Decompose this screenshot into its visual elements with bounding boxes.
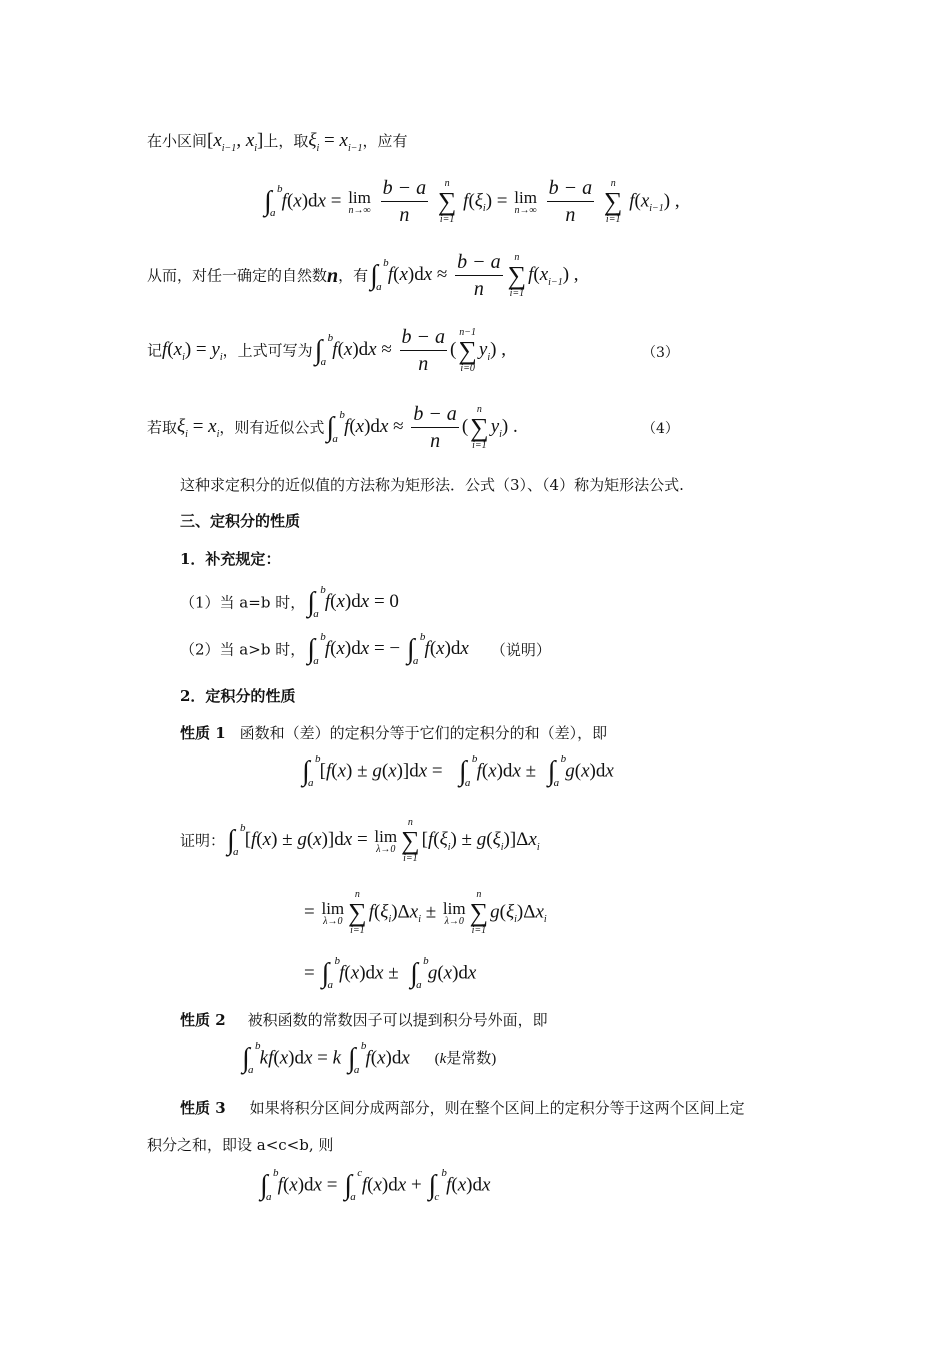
text-segment: ，有 (338, 266, 369, 285)
rule-a-equals-b (180, 584, 399, 620)
section-heading: 三、定积分的性质 (180, 512, 301, 530)
text-segment: 从而，对任一确定的自然数 (147, 266, 328, 285)
math-approx-1: ∫ b a f(x)dx ≈ $\frac{b - a}{n}$ n ∑ i=1 $f(x_{i-1})$ , (370, 251, 579, 300)
property-label: 性质 3 (180, 1099, 226, 1117)
math-xi-eq: $\xi_i = x_i$ (177, 415, 220, 440)
text-segment: 上，取 (263, 132, 309, 150)
property-3-statement (180, 1101, 745, 1116)
proof-line-2: = lim λ→0 n ∑ i=1 $f(\xi_i)\Delta x_i$ ± lim λ→0 n ∑ i=1 $g(\xi_i)\Delta x_i$ (304, 889, 547, 936)
math-rule-1: ∫ b a f(x)dx = 0 (307, 584, 399, 620)
text-segment: 是常数) (446, 1051, 497, 1068)
line-approx-natural-n (147, 252, 579, 300)
formula-property-2: ∫ b a kf(x)dx = k ∫ b a f(x)dx (k是常数) (242, 1040, 497, 1076)
text-segment: （1）当 a=b 时， (180, 593, 306, 612)
text-segment: 若取 (147, 418, 178, 437)
rule-a-greater-b (180, 631, 551, 667)
text-segment: ，则有近似公式 (219, 418, 325, 437)
integral-sign: ∫ b a (264, 183, 283, 219)
subsection-heading-2: 2．定积分的性质 (180, 687, 296, 705)
proof-line-1 (180, 818, 540, 864)
formula-property-3: ∫ b a f(x)dx = ∫ c a f(x)dx + ∫ b c f(x)dx (260, 1167, 491, 1203)
text-segment: （2）当 a>b 时， (180, 640, 306, 659)
math-xi: $\xi_i = x_{i-1}$ (308, 130, 363, 154)
property-label: 性质 2 (180, 1011, 226, 1029)
property-label: 性质 1 (180, 724, 226, 742)
text-segment: 在小区间 (147, 132, 208, 150)
math-rule-2: ∫ b a f(x)dx = − ∫ b a f(x)dx (307, 631, 469, 667)
math-yi: $f(x_i) = y_i$ (162, 338, 223, 363)
proof-label: 证明： (180, 831, 226, 850)
note-k: k (439, 1051, 447, 1068)
text-segment: 函数和（差）的定积分等于它们的定积分的和（差），即 (239, 724, 608, 742)
equation-number-4: （4） (642, 421, 679, 437)
text-segment: 如果将积分区间分成两部分，则在整个区间上的定积分等于这两个区间上定 (249, 1099, 745, 1117)
proof-line-3: = ∫ b a f(x)dx ± ∫ b a g(x)dx (304, 955, 477, 991)
math-formula-4: ∫ b a f(x)dx ≈ $\frac{b - a}{n}$ ( n ∑ i=1 $y_i$) . (326, 403, 518, 452)
math-n: n (327, 265, 339, 287)
property-2-statement (180, 1013, 548, 1028)
text-segment: 记 (147, 341, 163, 360)
text-segment: （说明） (490, 640, 551, 659)
math-formula-3: ∫ b a f(x)dx ≈ $\frac{b - a}{n}$ ( n−1 ∑ i=0 $y_i$) , (314, 326, 506, 375)
formula-riemann-limit: ∫ b a f(x)dx = lim n→∞ $\frac{b - a}{n}$ n ∑ i=1 $f(\xi_i)$ = lim n→∞ $\frac{b - a}{n}$ n ∑ i=1 $f(x_{i-1})$ , (264, 177, 680, 226)
line-subinterval (147, 131, 408, 154)
formula-property-1: ∫ b a [f(x) ± g(x)]dx = ∫ b a f(x)dx ± ∫ b a g(x)dx (302, 753, 614, 789)
text-segment: ，应有 (362, 132, 408, 150)
text-segment: ，上式可写为 (222, 341, 313, 360)
equation-number-3: （3） (642, 345, 679, 361)
math-proof-1: ∫ b a [f(x) ± g(x)]dx = lim λ→0 n ∑ i=1 $[f(\xi_i) \pm g(\xi_i)]\Delta x_i$ (227, 817, 540, 864)
paragraph-rectangle-method: 这种求定积分的近似值的方法称为矩形法．公式（3）、（4）称为矩形法公式. (180, 476, 684, 494)
line-formula-4 (147, 404, 518, 452)
math-interval: [$x_{i-1}$, $x_i$] (207, 130, 264, 154)
subsection-heading-1: 1．补充规定： (180, 550, 281, 568)
property-1-statement (180, 726, 607, 741)
line-formula-3 (147, 327, 506, 375)
text-segment: 被积函数的常数因子可以提到积分号外面，即 (247, 1011, 548, 1029)
property-3-statement-cont: 积分之和，即设 a<c<b, 则 (147, 1136, 334, 1154)
